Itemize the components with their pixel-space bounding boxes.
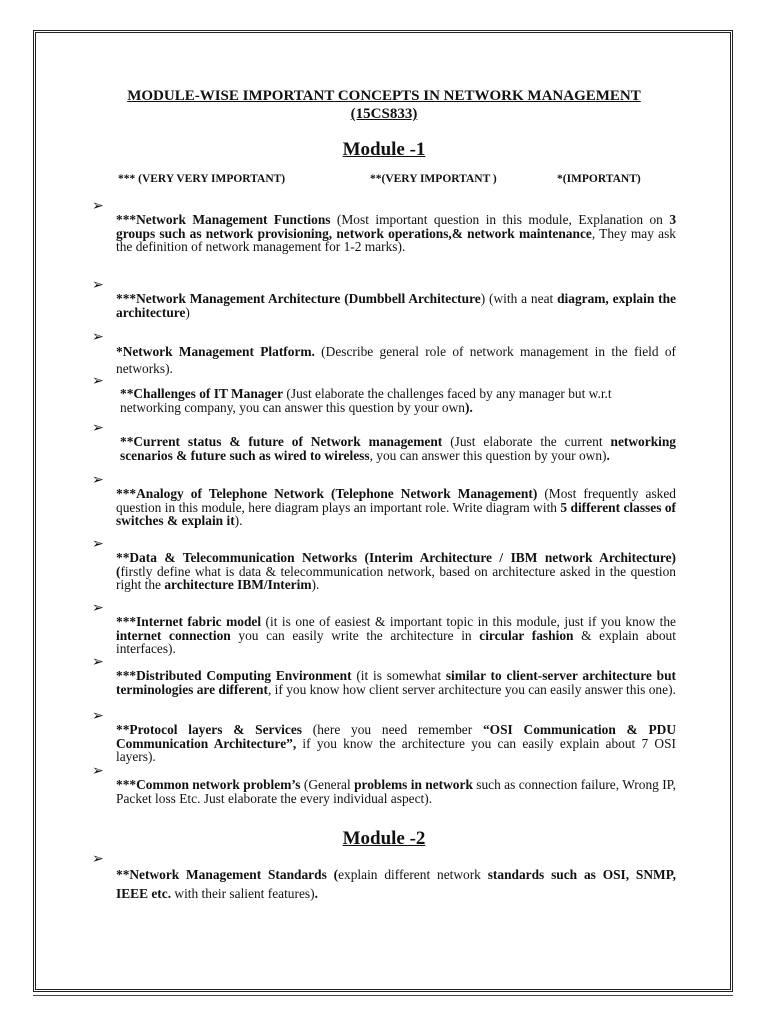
bold-text-run: 3 groups such as network provisioning, network operations,& network maintenance (116, 212, 677, 241)
text-run: (Most frequently asked question in this module, here diagram plays an important role. Write diagram with (116, 486, 676, 515)
text-run: (Just elaborate the current (442, 434, 611, 449)
text-run: ). (234, 513, 243, 529)
bold-text-run: architecture IBM/Interim (164, 577, 312, 593)
text-run: , you can answer this question by your own) (369, 447, 607, 463)
text-run: , They may ask the definition of network management for 1-2 marks). (116, 225, 676, 255)
text-run: ) (with a neat (480, 291, 558, 306)
text-run: (Most important question in this module, Explanation on (330, 212, 670, 227)
topic-item (120, 387, 665, 414)
topic-item (116, 213, 676, 254)
bullet-arrow-icon: ➢ (92, 709, 104, 724)
bullet-arrow-icon: ➢ (92, 330, 104, 345)
bold-text-run: **Challenges of IT Manager (120, 386, 284, 401)
text-run: ) (185, 304, 190, 320)
course-code: (15CS833) (350, 106, 418, 122)
bottom-rule (33, 995, 733, 996)
legend-very-important: **(VERY IMPORTANT ) (370, 173, 497, 185)
text-run: (Just elaborate the challenges faced by any manager but w.r.t networking company, you can answer this question by your own (120, 386, 612, 415)
legend-very-very-important: *** (VERY VERY IMPORTANT) (118, 173, 286, 185)
text-run: ). (311, 577, 320, 593)
text-run: & explain about interfaces). (116, 627, 676, 657)
topic-item (116, 865, 676, 903)
text-run: , if you know how client server architecture you can easily answer this one). (267, 681, 676, 697)
bullet-arrow-icon: ➢ (92, 537, 104, 552)
bold-text-run: ***Network Management Functions (116, 212, 331, 227)
bullet-arrow-icon: ➢ (92, 655, 104, 670)
text-run: (here you need remember (302, 722, 483, 737)
topic-item (116, 487, 676, 528)
bullet-arrow-icon: ➢ (92, 374, 104, 389)
bold-text-run: networking scenarios & future such as wired to wireless (120, 434, 677, 463)
bold-text-run: . (314, 886, 318, 901)
bullet-arrow-icon: ➢ (92, 601, 104, 616)
topic-item (116, 723, 676, 764)
bullet-arrow-icon: ➢ (92, 852, 104, 867)
text-run: such as connection failure, Wrong IP, Packet loss Etc. Just elaborate the every individual aspect). (116, 777, 676, 806)
bold-text-run: . (606, 447, 610, 463)
bold-text-run: ***Common network problem’s (116, 777, 301, 792)
bold-text-run: circular fashion (479, 627, 574, 643)
bold-text-run: *Network Management Platform. (116, 344, 315, 359)
topic-item (116, 778, 676, 805)
text-run: explain different network (338, 867, 488, 882)
topic-item (116, 669, 676, 696)
bullet-arrow-icon: ➢ (92, 421, 104, 436)
text-run: you can easily write the architecture in (230, 627, 480, 643)
text-run: (General (300, 777, 355, 792)
bold-text-run: **Network Management Standards ( (116, 867, 339, 882)
text-run: with their salient features) (171, 886, 315, 901)
bold-text-run: ***Analogy of Telephone Network (Telephone Network Management) (116, 486, 538, 501)
document-title: MODULE-WISE IMPORTANT CONCEPTS IN NETWORK MANAGEMENT (127, 88, 641, 104)
bold-text-run: diagram, explain the architecture (116, 291, 676, 320)
bullet-arrow-icon: ➢ (92, 199, 104, 214)
topic-item (116, 292, 676, 319)
text-run: (it is one of easiest & important topic in this module, just if you know the (261, 614, 676, 629)
bold-text-run: ***Network Management Architecture (Dumbbell Architecture (116, 291, 481, 306)
module-heading: Module -1 (342, 139, 426, 160)
bullet-arrow-icon: ➢ (92, 278, 104, 293)
topic-item (116, 551, 676, 592)
bold-text-run: ***Distributed Computing Environment (116, 668, 352, 683)
bold-text-run: internet connection (116, 627, 231, 643)
bold-text-run: **Data & Telecommunication Networks (Interim Architecture / IBM network Architecture) ( (116, 550, 676, 579)
bold-text-run: **Current status & future of Network management (120, 434, 443, 449)
bullet-arrow-icon: ➢ (92, 764, 104, 779)
bullet-arrow-icon: ➢ (92, 473, 104, 488)
topic-item (116, 615, 676, 656)
text-run: if you know the architecture you can easily explain about 7 OSI layers). (116, 735, 677, 765)
bold-text-run: similar to client-server architecture but terminologies are different (116, 668, 676, 697)
text-run: (Describe general role of network management in the field of networks). (116, 344, 676, 376)
bold-text-run: 5 different classes of switches & explain it (116, 499, 676, 529)
topic-item (120, 435, 676, 462)
bold-text-run: ). (465, 399, 473, 415)
bold-text-run: problems in network (354, 777, 473, 792)
bold-text-run: **Protocol layers & Services (116, 722, 302, 737)
module-heading: Module -2 (342, 828, 426, 849)
topic-item (116, 343, 676, 377)
bold-text-run: standards such as OSI, SNMP, IEEE etc. (116, 867, 676, 901)
text-run: (it is somewhat (351, 668, 446, 683)
bold-text-run: “OSI Communication & PDU Communication Architecture”, (116, 722, 676, 751)
bold-text-run: ***Internet fabric model (116, 614, 262, 629)
legend-important: *(IMPORTANT) (557, 173, 641, 185)
text-run: firstly define what is data & telecommunication network, based on architecture asked in the question right the (116, 563, 676, 593)
